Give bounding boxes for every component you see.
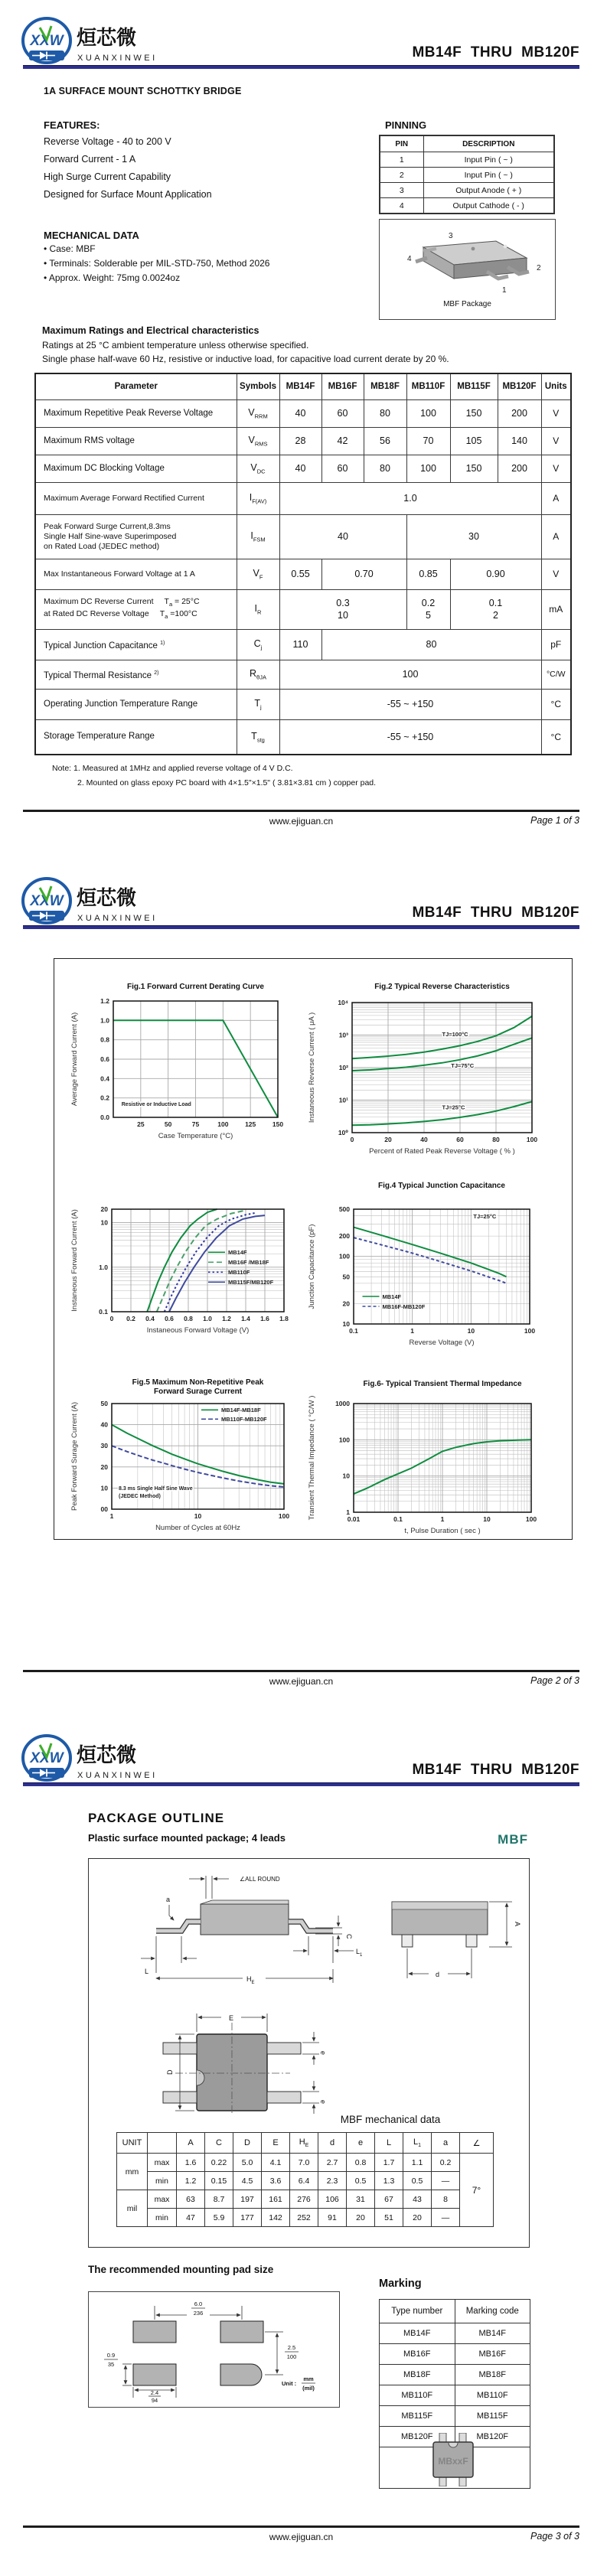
logo-xxw-text: XXW (30, 893, 64, 909)
package-name: MBF (498, 1832, 528, 1847)
dim-e-bottom-label: e (319, 2100, 327, 2105)
features-heading: FEATURES: (44, 119, 100, 131)
svg-text:1.0: 1.0 (99, 1263, 108, 1271)
row-vrrm: Maximum Repetitive Peak Reverse Voltage $V_{RRM}$ 40 60 80 100 150 200 V (35, 399, 571, 427)
page-subtitle: 1A SURFACE MOUNT SCHOTTKY BRIDGE (44, 86, 242, 96)
svg-text:TJ=100°C: TJ=100°C (442, 1031, 468, 1039)
row-vrms: Maximum RMS voltage $V_{RMS}$ 28 42 56 70 105 140 V (35, 427, 571, 455)
fig2-typical-reverse-characteristics (305, 972, 550, 1157)
footer-site: www.ejiguan.cn (269, 1676, 334, 1687)
svg-text:10: 10 (467, 1327, 475, 1335)
feature-item: High Surge Current Capability (44, 171, 171, 182)
svg-text:Instaneous Forward Current (A: Instaneous Forward Current (A) (70, 1209, 79, 1312)
mech-col-C: C (205, 2133, 233, 2154)
brand-logo (21, 877, 274, 926)
dim-c-label: C (345, 1934, 353, 1939)
svg-text:0.1: 0.1 (349, 1327, 358, 1335)
brand-logo (21, 1734, 274, 1783)
svg-text:50: 50 (342, 1273, 350, 1281)
svg-text:Reverse Voltage (V): Reverse Voltage (V) (409, 1339, 475, 1347)
brand-latin-name: XUANXINWEI (77, 914, 158, 923)
row-ir: Maximum DC Reverse Current $T_a = 25^\circ C$ at Rated DC Reverse Voltage $T_a =100^\circ C$ $I_R$ 0.3 10 0.2 5 0.1 2 mA (35, 589, 571, 629)
row-tstg: Storage Temperature Range $T_{stg}$ -55 ~ +150 °C (35, 719, 571, 755)
package-outline-subheading: Plastic surface mounted package; 4 leads (88, 1832, 286, 1844)
svg-text:1: 1 (410, 1327, 415, 1335)
brand-chinese-name: 烜芯微 (77, 26, 137, 49)
doc-title: MB14F THRU MB120F (412, 1762, 579, 1778)
svg-text:Fig.1 Forward Current Deratin: Fig.1 Forward Current Derating Curve (127, 983, 264, 991)
page-header (0, 877, 607, 931)
ratings-sub1: Ratings at 25 °C ambient temperature unless otherwise specified. (42, 340, 309, 351)
mech-col-L: $L_1$ (403, 2133, 432, 2154)
svg-text:1.2: 1.2 (222, 1315, 231, 1322)
svg-text:TJ=25°C: TJ=25°C (473, 1213, 497, 1220)
ratings-table (34, 373, 572, 755)
fig2-chart (305, 972, 550, 1161)
svg-text:30: 30 (100, 1442, 108, 1450)
brand-chinese-name: 烜芯微 (77, 886, 137, 909)
svg-text:80: 80 (492, 1136, 500, 1143)
note-2: 2. Mounted on glass epoxy PC board with 4×1.5"×1.5" ( 3.81×3.81 cm ) copper pad. (77, 778, 377, 787)
svg-text:10¹: 10¹ (338, 1096, 348, 1104)
svg-text:MB16F-MB120F: MB16F-MB120F (382, 1303, 426, 1310)
svg-text:100: 100 (525, 1515, 537, 1523)
svg-text:100: 100 (526, 1136, 538, 1143)
fig3-forward-characteristics (67, 1191, 297, 1341)
header-rule (23, 1782, 579, 1786)
marking-row: MB14F MB14F (380, 2323, 530, 2344)
iso-pin-3-label: 3 (449, 232, 453, 240)
svg-text:100: 100 (217, 1120, 229, 1128)
footer-rule (23, 1670, 579, 1672)
pad-top-mil: 236 (193, 2310, 204, 2317)
svg-text:Instaneous Reverse Current ( μ: Instaneous Reverse Current ( μA ) (308, 1012, 316, 1123)
svg-text:50: 50 (100, 1400, 108, 1407)
svg-text:0.6: 0.6 (100, 1055, 109, 1063)
svg-text:Transient Thermal Impedance (: Transient Thermal Impedance ( °C/W ) (308, 1395, 316, 1521)
fig4-chart (305, 1177, 550, 1358)
pad-bottom-mm: 2.4 (150, 2389, 159, 2396)
svg-text:10: 10 (342, 1472, 350, 1480)
feature-item: Designed for Surface Mount Application (44, 189, 212, 200)
marking-table (380, 2300, 530, 2447)
marking-device-text: MBxxF (438, 2456, 468, 2467)
ratings-sub2: Single phase half-wave 60 Hz, resistive or inductive load, for capacitive load current derate by 20 %. (42, 354, 449, 364)
svg-text:10: 10 (342, 1320, 350, 1328)
svg-text:0.4: 0.4 (145, 1315, 155, 1322)
svg-text:1: 1 (440, 1515, 445, 1523)
svg-text:0.2: 0.2 (126, 1315, 135, 1322)
svg-text:0.1: 0.1 (393, 1515, 403, 1523)
svg-text:00: 00 (100, 1505, 108, 1513)
svg-text:Case Temperature (°C): Case Temperature (°C) (158, 1132, 233, 1140)
svg-text:50: 50 (164, 1120, 172, 1128)
page-footer (0, 1670, 607, 1693)
mounting-pad-box (88, 2291, 340, 2408)
mechanical-data-item: • Terminals: Solderable per MIL-STD-750, Method 2026 (44, 258, 270, 269)
svg-text:10: 10 (483, 1515, 491, 1523)
marking-code-header: Marking code (455, 2300, 530, 2323)
fig6-transient-thermal-impedance (305, 1374, 550, 1537)
svg-text:150: 150 (272, 1120, 284, 1128)
svg-text:0.01: 0.01 (347, 1515, 361, 1523)
svg-text:0.2: 0.2 (100, 1094, 109, 1102)
svg-text:1.6: 1.6 (260, 1315, 269, 1322)
pin-col-header: PIN (380, 135, 423, 152)
package-outline-heading: PACKAGE OUTLINE (88, 1811, 225, 1825)
note-1: Note: 1. Measured at 1MHz and applied reverse voltage of 4 V D.C. (52, 764, 293, 773)
mech-col-A: A (177, 2133, 205, 2154)
iso-pin-4-label: 4 (407, 255, 412, 263)
pin-row: 1 Input Pin ( ~ ) (380, 152, 554, 168)
footer-site: www.ejiguan.cn (269, 816, 334, 827)
svg-text:0: 0 (109, 1315, 114, 1322)
svg-text:200: 200 (338, 1232, 350, 1241)
svg-text:25: 25 (137, 1120, 145, 1128)
package-outline-drawing (90, 1862, 527, 2115)
col-units: Units (541, 373, 571, 399)
series-fig2-typical-reverse-characteristics (352, 1038, 532, 1071)
iso-pin-2-label: 2 (537, 264, 541, 272)
svg-text:Number of Cycles at 60Hz: Number of Cycles at 60Hz (155, 1524, 240, 1532)
svg-text:TJ=75°C: TJ=75°C (451, 1062, 475, 1069)
pad-left-mil: 35 (107, 2361, 115, 2368)
col-parameter: Parameter (35, 373, 237, 399)
svg-text:Resistive or Inductive Load: Resistive or Inductive Load (121, 1101, 191, 1107)
dim-l1-label: $L_1$ (356, 1948, 363, 1958)
svg-text:1.2: 1.2 (100, 997, 109, 1005)
pinning-table (379, 135, 555, 214)
page-footer (0, 810, 607, 833)
pin-row: 4 Output Cathode ( - ) (380, 198, 554, 214)
col-mb115f: MB115F (450, 373, 498, 399)
fig4-typical-junction-capacitance (305, 1177, 550, 1355)
pad-unit-mil: (mil) (302, 2385, 315, 2392)
dim-d-label: d (436, 1971, 440, 1978)
marking-heading: Marking (379, 2278, 422, 2290)
pin-row: 2 Input Pin ( ~ ) (380, 168, 554, 183)
mech-row: mil max 63 8.7 197 161 276 106 31 67 43 8 (117, 2190, 494, 2209)
header-rule (23, 925, 579, 929)
logo-xxw-text: XXW (30, 33, 64, 49)
mounting-pad-drawing (89, 2292, 336, 2404)
features-list (44, 136, 212, 207)
pad-unit-pre: Unit : (282, 2380, 297, 2387)
row-tj: Operating Junction Temperature Range $T_j$ -55 ~ +150 °C (35, 689, 571, 719)
svg-text:20: 20 (342, 1299, 350, 1308)
footer-page-number: Page 2 of 3 (530, 1675, 579, 1686)
page-footer (0, 2525, 607, 2548)
footer-page-number: Page 3 of 3 (530, 2531, 579, 2542)
fig5-chart (67, 1378, 297, 1541)
row-vf: Max Instantaneous Forward Voltage at 1 A $V_F$ 0.55 0.70 0.85 0.90 V (35, 559, 571, 589)
mech-col-e: e (347, 2133, 375, 2154)
marking-row: MB120F MB120F (380, 2427, 530, 2447)
svg-text:0.0: 0.0 (100, 1114, 109, 1121)
svg-text:10³: 10³ (338, 1031, 348, 1039)
col-mb110f: MB110F (406, 373, 450, 399)
svg-text:40: 40 (420, 1136, 428, 1143)
svg-text:0.8: 0.8 (184, 1315, 193, 1322)
dim-e-top-label: e (319, 2051, 327, 2056)
marking-row: MB16F MB16F (380, 2344, 530, 2365)
svg-text:20: 20 (100, 1462, 108, 1471)
svg-text:10⁰: 10⁰ (338, 1129, 348, 1136)
svg-text:MB16F /MB18F: MB16F /MB18F (228, 1259, 269, 1267)
svg-text:Fig.6- Typical Transient Therm: Fig.6- Typical Transient Thermal Impedance (363, 1380, 522, 1388)
col-mb120f: MB120F (498, 373, 541, 399)
svg-text:MB110F-MB120F: MB110F-MB120F (221, 1416, 267, 1423)
footer-site: www.ejiguan.cn (269, 2532, 334, 2542)
mech-col-L: L (375, 2133, 403, 2154)
pad-right-mm: 2.5 (287, 2344, 296, 2351)
description-col-header: DESCRIPTION (423, 135, 554, 152)
svg-text:Fig.5 Maximum Non-Repetitive: Fig.5 Maximum Non-Repetitive Peak (132, 1378, 264, 1387)
dim-l-label: L (145, 1968, 149, 1975)
mech-table-caption: MBF mechanical data (340, 2114, 441, 2125)
col-mb18f: MB18F (364, 373, 406, 399)
col-symbols: Symbols (237, 373, 279, 399)
col-mb14f: MB14F (279, 373, 321, 399)
marking-row: MB115F MB115F (380, 2406, 530, 2427)
dim-A-label: A (514, 1922, 521, 1927)
mechanical-data-item: • Approx. Weight: 75mg 0.0024oz (44, 272, 181, 283)
svg-text:100: 100 (338, 1436, 350, 1444)
svg-text:10: 10 (100, 1218, 108, 1227)
svg-text:40: 40 (100, 1420, 108, 1429)
feature-item: Reverse Voltage - 40 to 200 V (44, 136, 171, 147)
mech-row: min 47 5.9 177 142 252 91 20 51 20 — (117, 2209, 494, 2227)
marking-row: MB18F MB18F (380, 2365, 530, 2385)
fig3-chart (67, 1191, 297, 1345)
dim-a-label: a (166, 1896, 171, 1903)
brand-latin-name: XUANXINWEI (77, 1771, 158, 1780)
mech-col-a: a (432, 2133, 460, 2154)
page-header (0, 17, 607, 70)
marking-box (379, 2299, 530, 2489)
svg-text:1: 1 (109, 1512, 114, 1520)
svg-text:1.8: 1.8 (279, 1315, 289, 1322)
package-caption: MBF Package (443, 300, 491, 308)
svg-text:(JEDEC Method): (JEDEC Method) (119, 1494, 161, 1500)
feature-item: Forward Current - 1 A (44, 154, 136, 165)
svg-text:75: 75 (191, 1120, 200, 1128)
svg-text:TJ=25°C: TJ=25°C (442, 1104, 465, 1111)
pad-right-mil: 100 (286, 2353, 297, 2360)
svg-text:10: 10 (194, 1512, 202, 1520)
marking-row: MB110F MB110F (380, 2385, 530, 2406)
mech-data-table (116, 2132, 494, 2227)
brand-latin-name: XUANXINWEI (77, 54, 158, 63)
svg-text:MB14F: MB14F (382, 1293, 402, 1300)
svg-text:MB14F: MB14F (228, 1249, 247, 1257)
marking-device-drawing (380, 2433, 527, 2486)
svg-text:Instaneous Forward Voltage (V): Instaneous Forward Voltage (V) (146, 1326, 250, 1335)
svg-text:MB110F: MB110F (228, 1269, 250, 1277)
fig6-chart (305, 1374, 550, 1541)
svg-text:Fig.2 Typical Reverse Charact: Fig.2 Typical Reverse Characteristics (374, 983, 510, 991)
all-round-label: ∠ALL ROUND (240, 1876, 280, 1883)
svg-text:125: 125 (245, 1120, 256, 1128)
svg-text:Average Forward Current (A): Average Forward Current (A) (70, 1012, 79, 1107)
svg-text:MB14F-MB18F: MB14F-MB18F (221, 1407, 261, 1414)
svg-text:1: 1 (346, 1508, 350, 1516)
svg-text:Percent of Rated Peak Reverse: Percent of Rated Peak Reverse Voltage ( % ) (369, 1147, 515, 1156)
mech-col-E: E (262, 2133, 290, 2154)
logo-xxw-text: XXW (30, 1750, 64, 1766)
footer-rule (23, 810, 579, 812)
svg-text:Forward Surage Current: Forward Surage Current (153, 1387, 243, 1396)
mechanical-data-item: • Case: MBF (44, 243, 96, 254)
svg-text:Junction Capacitance (pF): Junction Capacitance (pF) (308, 1224, 316, 1309)
svg-text:0.8: 0.8 (100, 1035, 109, 1044)
dim-D-label: D (166, 2069, 174, 2075)
mech-row: min 1.2 0.15 4.5 3.6 6.4 2.3 0.5 1.3 0.5 — (117, 2172, 494, 2190)
svg-text:0.6: 0.6 (165, 1315, 174, 1322)
header-rule (23, 65, 579, 69)
mechanical-data-heading: MECHANICAL DATA (44, 230, 139, 241)
svg-text:MB115F/MB120F: MB115F/MB120F (228, 1279, 274, 1286)
dim-E-label: E (229, 2014, 234, 2022)
svg-text:1.4: 1.4 (241, 1315, 250, 1322)
svg-text:0.4: 0.4 (100, 1074, 109, 1083)
mech-col-d: d (318, 2133, 347, 2154)
svg-text:8.3 ms Single Half Sine Wave: 8.3 ms Single Half Sine Wave (119, 1486, 193, 1492)
pad-top-mm: 6.0 (194, 2300, 203, 2307)
svg-text:Fig.4 Typical Junction Capaci: Fig.4 Typical Junction Capacitance (378, 1182, 505, 1190)
svg-text:100: 100 (278, 1512, 290, 1520)
doc-title: MB14F THRU MB120F (412, 905, 579, 921)
row-vdc: Maximum DC Blocking Voltage $V_{DC}$ 40 60 80 100 150 200 V (35, 455, 571, 482)
svg-text:0.1: 0.1 (99, 1308, 108, 1316)
svg-text:t, Pulse Duration ( sec ): t, Pulse Duration ( sec ) (404, 1527, 481, 1535)
pinning-heading: PINNING (385, 119, 427, 131)
fig1-forward-current-derating (67, 978, 297, 1145)
svg-text:20: 20 (100, 1205, 108, 1213)
mech-col-unit: UNIT (117, 2133, 148, 2154)
fig1-chart (67, 978, 297, 1149)
mech-col-H: $H_E$ (290, 2133, 318, 2154)
row-ifav: Maximum Average Forward Rectified Current $I_{F(AV)}$ 1.0 A (35, 482, 571, 514)
ratings-heading: Maximum Ratings and Electrical characteristics (42, 325, 259, 336)
mechanical-data-list (44, 243, 269, 287)
mounting-pad-heading: The recommended mounting pad size (88, 2264, 274, 2275)
row-ifsm: Peak Forward Surge Current,8.3ms Single Half Sine-wave Superimposed on Rated Load (JEDEC method) $I_{FSM}$ 40 30 A (35, 514, 571, 559)
type-number-header: Type number (380, 2300, 455, 2323)
brand-logo (21, 17, 274, 66)
row-cj: Typical Junction Capacitance $^{1)}$ $C_j$ 110 80 pF (35, 629, 571, 660)
svg-text:100: 100 (524, 1327, 536, 1335)
svg-text:500: 500 (338, 1205, 350, 1213)
svg-text:10²: 10² (338, 1064, 348, 1071)
row-rthja: Typical Thermal Resistance $^{2)}$ $R_{\theta JA}$ 100 °C/W (35, 660, 571, 689)
svg-text:1.0: 1.0 (203, 1315, 212, 1322)
pad-left-mm: 0.9 (106, 2352, 116, 2359)
pin-row: 3 Output Anode ( + ) (380, 183, 554, 198)
svg-text:100: 100 (338, 1252, 350, 1260)
mech-col-D: D (233, 2133, 262, 2154)
mech-col-∠: ∠ (460, 2133, 494, 2154)
svg-text:1.0: 1.0 (100, 1016, 109, 1025)
mech-row: mm max 1.6 0.22 5.0 4.1 7.0 2.7 0.8 1.7 1.1 0.2 7° (117, 2154, 494, 2172)
svg-text:10: 10 (100, 1484, 108, 1492)
iso-pin-1-label: 1 (502, 286, 507, 295)
pad-bottom-mil: 94 (151, 2397, 158, 2404)
svg-text:20: 20 (384, 1136, 392, 1143)
footer-rule (23, 2525, 579, 2528)
pad-unit-mm: mm (303, 2375, 314, 2382)
svg-text:0: 0 (350, 1136, 354, 1143)
package-image-box (379, 219, 556, 320)
mbf-package-isometric-image (381, 221, 553, 298)
fig5-max-non-repetitive-surge (67, 1378, 297, 1537)
doc-title: MB14F THRU MB120F (412, 44, 579, 60)
page-header (0, 1734, 607, 1788)
footer-page-number: Page 1 of 3 (530, 815, 579, 826)
svg-text:60: 60 (456, 1136, 464, 1143)
brand-chinese-name: 烜芯微 (77, 1743, 137, 1766)
svg-text:1000: 1000 (335, 1400, 350, 1407)
svg-text:10⁴: 10⁴ (338, 999, 348, 1006)
svg-text:Peak Forward Surage Current (A: Peak Forward Surage Current (A) (70, 1401, 79, 1511)
col-mb16f: MB16F (321, 373, 364, 399)
dim-he-label: $H_E$ (246, 1975, 255, 1985)
